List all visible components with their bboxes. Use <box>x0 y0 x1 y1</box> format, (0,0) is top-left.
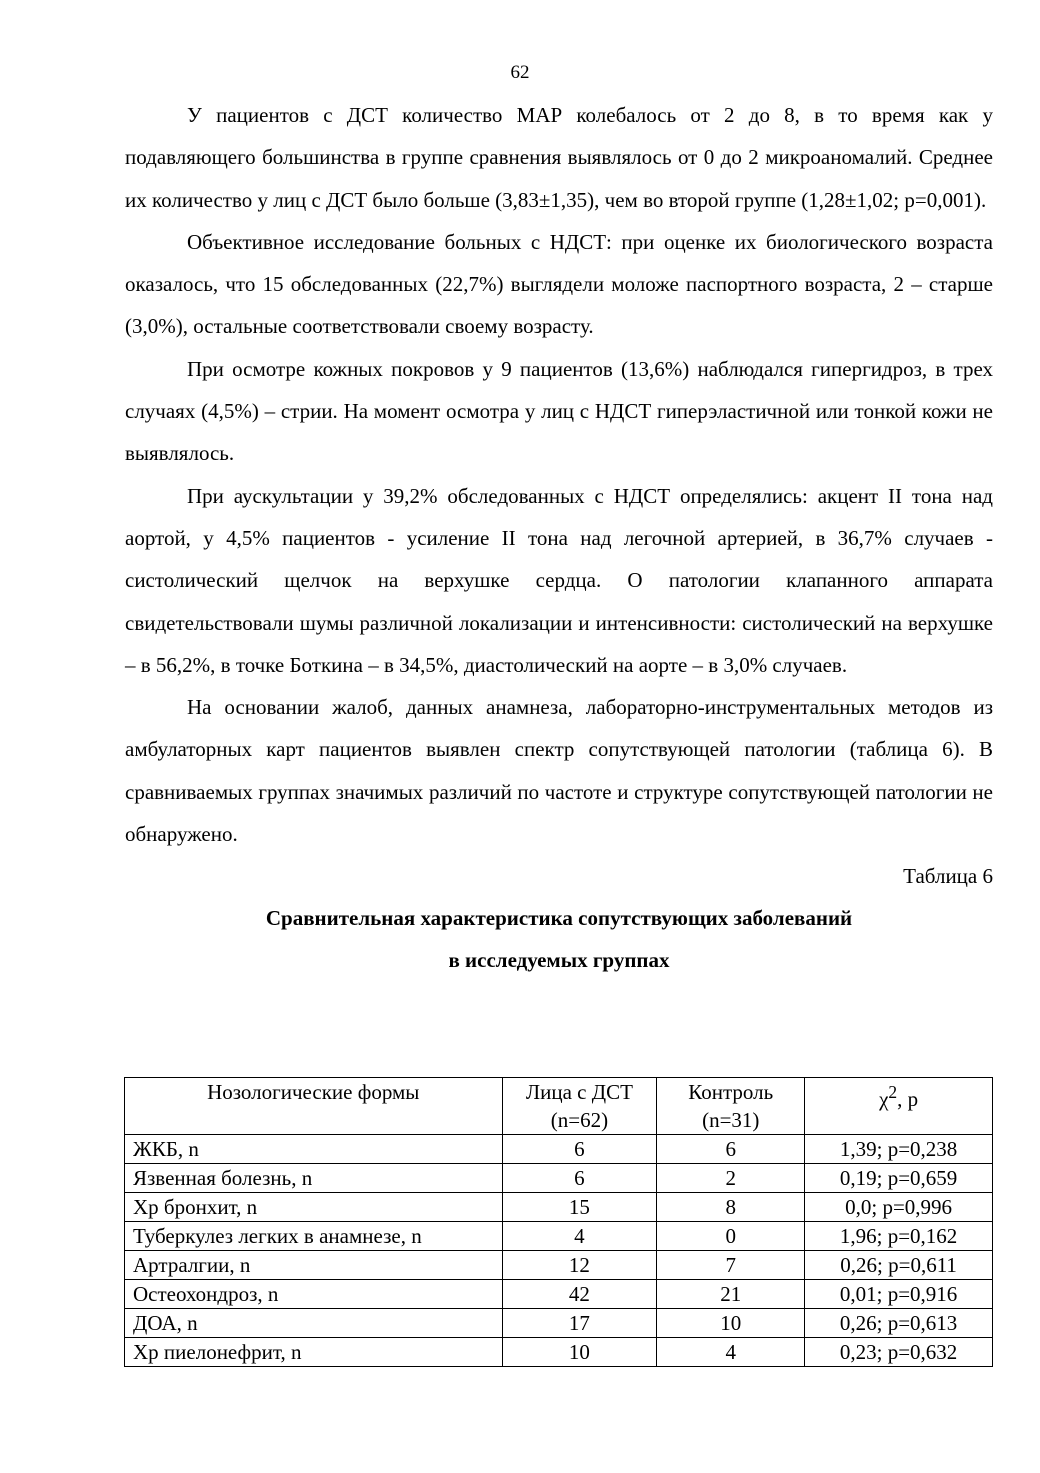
cell-control: 0 <box>657 1222 805 1251</box>
cell-control: 10 <box>657 1309 805 1338</box>
cell-control: 8 <box>657 1193 805 1222</box>
document-body <box>125 94 993 981</box>
header-chi-p: , p <box>897 1087 919 1111</box>
header-control-label: Контроль <box>688 1080 774 1104</box>
table-header-row <box>125 1078 993 1135</box>
cell-control: 4 <box>657 1338 805 1367</box>
cell-control: 7 <box>657 1251 805 1280</box>
header-chi-symbol: χ <box>879 1087 889 1111</box>
cell-chi: 0,23; p=0,632 <box>805 1338 993 1367</box>
header-nosology: Нозологические формы <box>125 1078 503 1135</box>
cell-chi: 1,39; p=0,238 <box>805 1135 993 1164</box>
cell-control: 2 <box>657 1164 805 1193</box>
table-row <box>125 1309 993 1338</box>
cell-nosology: Туберкулез легких в анамнезе, n <box>125 1222 503 1251</box>
page-number: 62 <box>510 62 530 83</box>
header-control-n: (n=31) <box>702 1108 760 1132</box>
cell-chi: 0,26; p=0,611 <box>805 1251 993 1280</box>
header-dst-label: Лица с ДСТ <box>525 1080 633 1104</box>
cell-chi: 0,26; p=0,613 <box>805 1309 993 1338</box>
header-dst-group <box>502 1078 657 1135</box>
header-chi-square <box>805 1078 993 1135</box>
table-title-line-2: в исследуемых группах <box>448 948 670 973</box>
cell-nosology: Язвенная болезнь, n <box>125 1164 503 1193</box>
table-row <box>125 1338 993 1367</box>
paragraph-3: При осмотре кожных покровов у 9 пациентов (13,6%) наблюдался гипергидроз, в трех случаях (4,5%) – стрии. На момент осмотра у лиц с НДСТ гиперэластичной или тонкой кожи не выявлялось. <box>125 356 993 466</box>
cell-nosology: ЖКБ, n <box>125 1135 503 1164</box>
cell-dst: 10 <box>502 1338 657 1367</box>
cell-nosology: ДОА, n <box>125 1309 503 1338</box>
cell-chi: 0,0; p=0,996 <box>805 1193 993 1222</box>
table-row <box>125 1164 993 1193</box>
cell-dst: 17 <box>502 1309 657 1338</box>
cell-dst: 4 <box>502 1222 657 1251</box>
table-title-line-1: Сравнительная характеристика сопутствующих заболеваний <box>265 906 853 931</box>
comorbidity-table <box>124 1077 993 1367</box>
table-row <box>125 1193 993 1222</box>
cell-nosology: Хр пиелонефрит, n <box>125 1338 503 1367</box>
cell-dst: 42 <box>502 1280 657 1309</box>
header-dst-n: (n=62) <box>550 1108 609 1132</box>
cell-nosology: Артралгии, n <box>125 1251 503 1280</box>
cell-control: 21 <box>657 1280 805 1309</box>
cell-nosology: Остеохондроз, n <box>125 1280 503 1309</box>
paragraph-1: У пациентов с ДСТ количество МАР колебалось от 2 до 8, в то время как у подавляющего большинства в группе сравнения выявлялось от 0 до 2 микроаномалий. Среднее их количество у лиц с ДСТ было больше (3,83±1,35), чем во второй группе (1,28±1,02; p=0,001). <box>125 103 993 212</box>
table-row <box>125 1251 993 1280</box>
cell-chi: 0,19; p=0,659 <box>805 1164 993 1193</box>
paragraph-4: При аускультации у 39,2% обследованных с НДСТ определялись: акцент II тона над аортой, у 4,5% пациентов - усиление II тона над легочной артерией, в 36,7% случаев - систолический щелчок на верхушке сердца. О патологии клапанного аппарата свидетельствовали шумы различной локализации и интенсивности: систолический на верхушке – в 56,2%, в точке Боткина – в 34,5%, диастолический на аорте – в 3,0% случаев. <box>125 483 993 677</box>
paragraph-5: На основании жалоб, данных анамнеза, лабораторно-инструментальных методов из амбулаторных карт пациентов выявлен спектр сопутствующей патологии (таблица 6). В сравниваемых группах значимых различий по частоте и структуре сопутствующей патологии не обнаружено. <box>125 695 993 847</box>
table-row <box>125 1135 993 1164</box>
cell-dst: 12 <box>502 1251 657 1280</box>
cell-dst: 6 <box>502 1164 657 1193</box>
cell-chi: 1,96; p=0,162 <box>805 1222 993 1251</box>
cell-dst: 6 <box>502 1135 657 1164</box>
cell-control: 6 <box>657 1135 805 1164</box>
cell-dst: 15 <box>502 1193 657 1222</box>
header-chi-superscript: 2 <box>888 1082 898 1102</box>
cell-nosology: Хр бронхит, n <box>125 1193 503 1222</box>
table-caption: Таблица 6 <box>903 864 993 889</box>
header-control-group <box>657 1078 805 1135</box>
paragraph-2: Объективное исследование больных с НДСТ: при оценке их биологического возраста оказалось, что 15 обследованных (22,7%) выглядели моложе паспортного возраста, 2 – старше (3,0%), остальные соответствовали своему возрасту. <box>125 229 993 339</box>
table-title <box>125 897 993 981</box>
table-row <box>125 1222 993 1251</box>
cell-chi: 0,01; p=0,916 <box>805 1280 993 1309</box>
table-row <box>125 1280 993 1309</box>
